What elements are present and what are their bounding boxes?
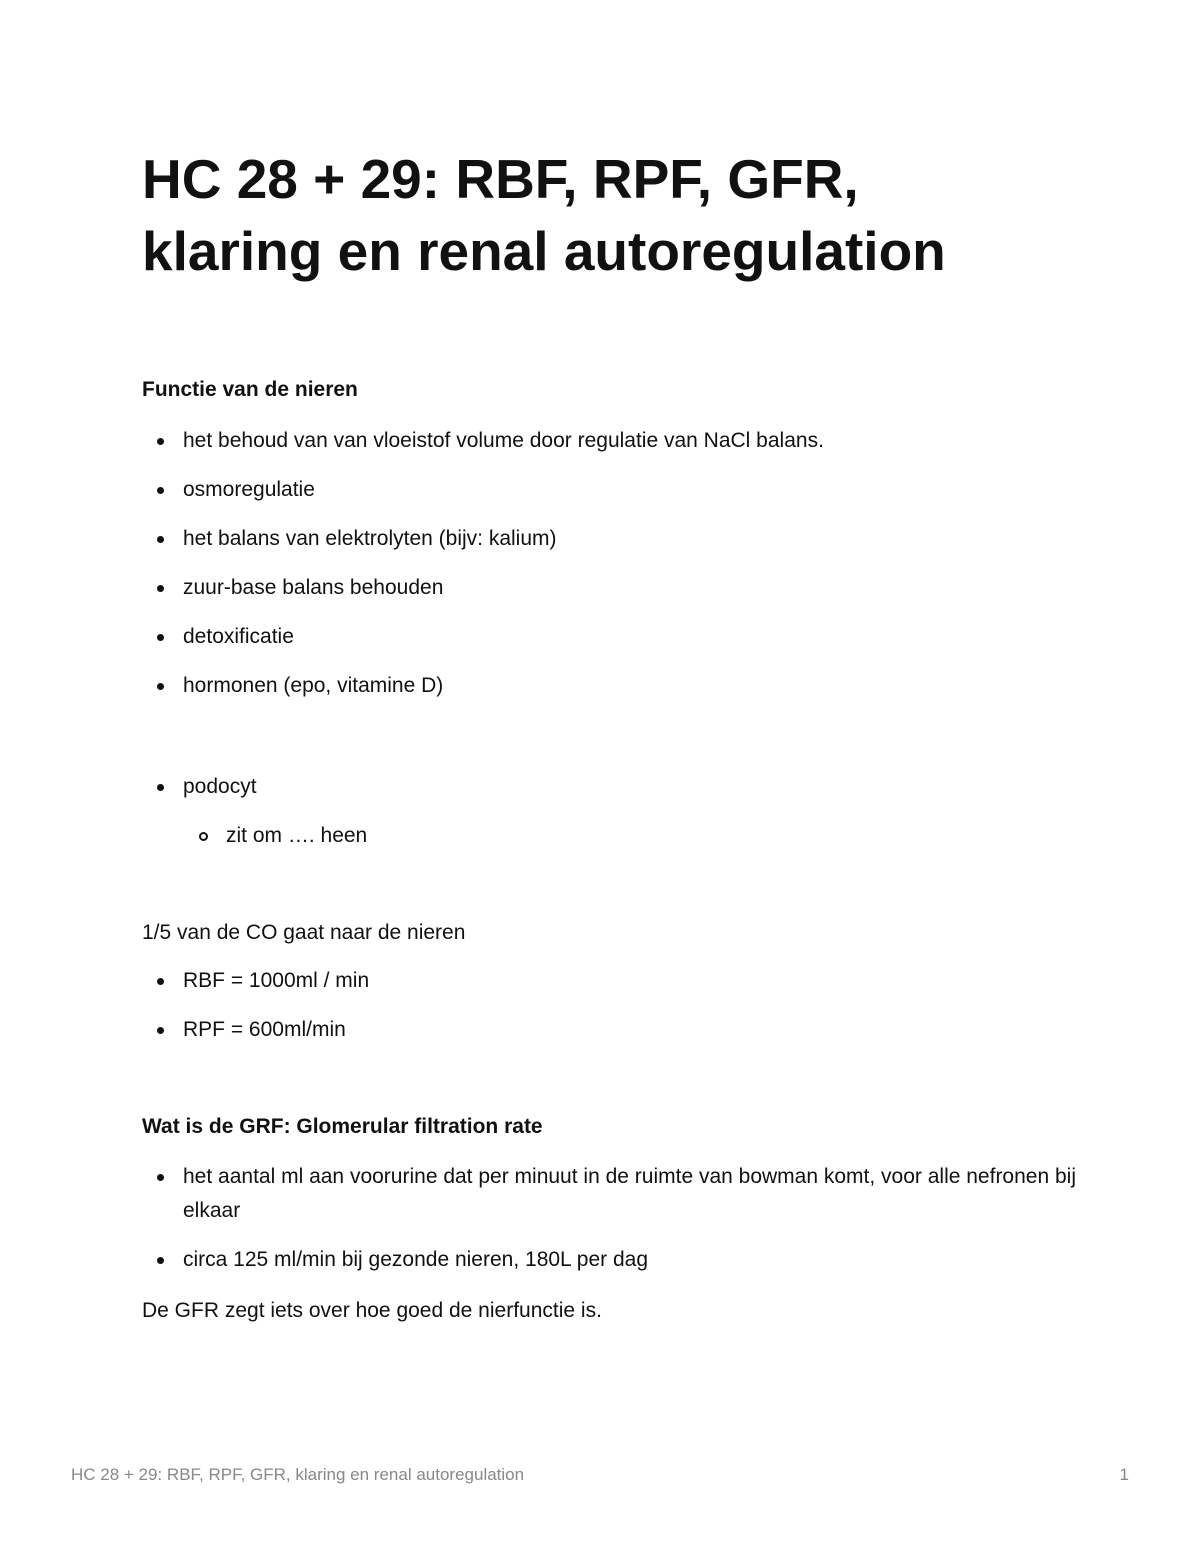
- footer-title: HC 28 + 29: RBF, RPF, GFR, klaring en renal autoregulation: [71, 1465, 525, 1484]
- list-item: het behoud van van vloeistof volume door regulatie van NaCl balans.: [142, 424, 1082, 458]
- podocyt-list: [142, 770, 1082, 868]
- gfr-conclusion: De GFR zegt iets over hoe goed de nierfunctie is.: [142, 1299, 602, 1322]
- page-title-line-1: HC 28 + 29: RBF, RPF, GFR,: [142, 148, 859, 210]
- list-item: detoxificatie: [142, 620, 1082, 654]
- list-item: zuur-base balans behouden: [142, 571, 1082, 605]
- gfr-list: [142, 1160, 1082, 1292]
- list-item: circa 125 ml/min bij gezonde nieren, 180L per dag: [142, 1243, 1082, 1277]
- page-number: 1: [1119, 1465, 1129, 1484]
- list-item: RPF = 600ml/min: [142, 1013, 1082, 1047]
- page-title-line-2: klaring en renal autoregulation: [142, 220, 946, 282]
- page-title: [142, 143, 1122, 287]
- co-statement: 1/5 van de CO gaat naar de nieren: [142, 921, 466, 944]
- list-item-podocyt: [142, 770, 1082, 853]
- list-item: osmoregulatie: [142, 473, 1082, 507]
- sub-list-item: zit om …. heen: [183, 819, 1082, 853]
- list-item: RBF = 1000ml / min: [142, 964, 1082, 998]
- list-item: hormonen (epo, vitamine D): [142, 669, 1082, 703]
- section-heading-nierfunctie: Functie van de nieren: [142, 378, 358, 401]
- flow-list: [142, 964, 1082, 1062]
- section-heading-gfr: Wat is de GRF: Glomerular filtration rate: [142, 1115, 543, 1138]
- list-item: het aantal ml aan voorurine dat per minuut in de ruimte van bowman komt, voor alle nefronen bij elkaar: [142, 1160, 1082, 1228]
- sub-list: [183, 819, 1082, 853]
- list-item-label: podocyt: [183, 775, 257, 798]
- list-item: het balans van elektrolyten (bijv: kalium): [142, 522, 1082, 556]
- nierfunctie-list: [142, 424, 1082, 718]
